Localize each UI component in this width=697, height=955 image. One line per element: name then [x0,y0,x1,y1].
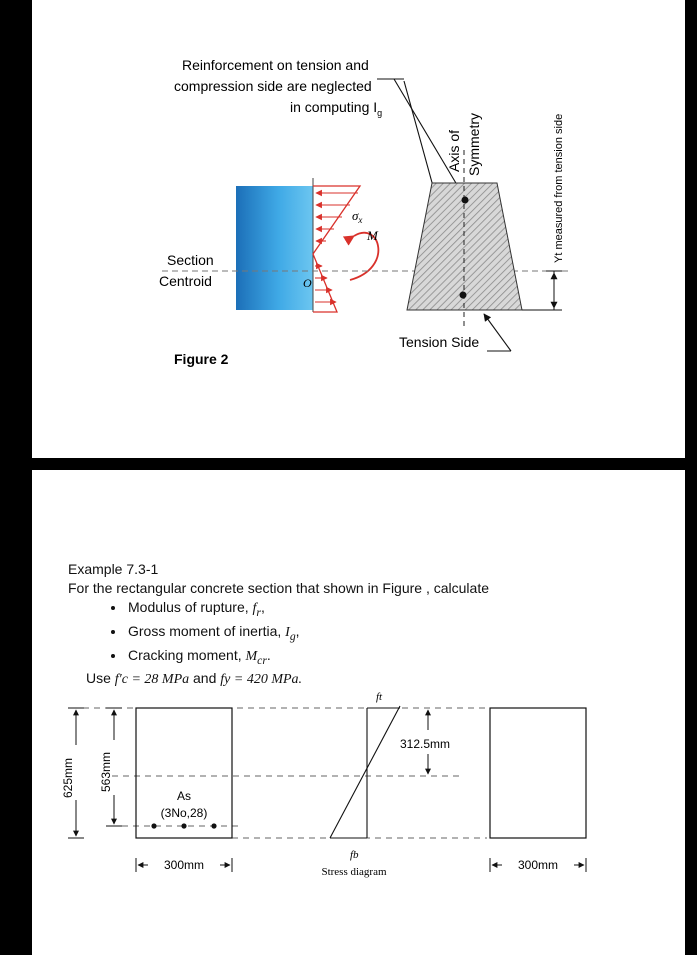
note-line-3: in computing $I_g$ [290,99,383,118]
use-values-line: Use f′c = 28 MPa and fy = 420 MPa. [86,670,303,688]
axis-label-1: Axis of [446,129,462,172]
fb-label: fb [350,849,359,861]
moment-label: M [367,228,378,243]
origin-label: O [303,276,312,290]
rebar-dot [151,823,156,828]
width-right: 300mm [517,858,559,872]
list-item: • Modulus of rupture, $f_r$, [126,598,489,622]
right-section [490,708,586,838]
list-item: • Gross moment of inertia, $I_g$, [126,622,489,646]
axis-label-2: Symmetry [466,113,482,176]
stress-caption: Stress diagram [321,866,387,878]
as-label: As [176,789,192,803]
yt-label: Yt measured from tension side [553,113,565,263]
example-panel [32,470,685,955]
section-label: Section [167,252,214,268]
top-point [462,197,469,204]
figure-2-caption: Figure 2 [174,351,229,367]
tension-side-label: Tension Side [399,334,480,350]
width-left: 300mm [163,858,205,872]
dim-312-5: 312.5mm [400,737,451,751]
rebar-dot [211,823,216,828]
note-line-2: compression side are neglected [174,78,372,94]
dim-563: 563mm [99,751,113,792]
section-diagram [32,470,685,955]
stress-line [330,706,400,838]
figure-2-diagram [32,0,685,458]
sigma-x-label: $\sigma_x$ [352,208,363,225]
rebar-dot [181,823,186,828]
dim-625: 625mm [61,757,75,798]
figure-2-panel [32,0,685,458]
depth-dimensions [68,708,122,838]
tension-pointer [484,314,511,351]
centroid-label: Centroid [159,273,212,289]
bottom-point [460,292,467,299]
note-line-1: Reinforcement on tension and [182,57,369,73]
concrete-section-blue [236,186,313,310]
list-item: • Cracking moment, $M_{cr}$. [126,646,489,670]
example-prompt: For the rectangular concrete section that shown in Figure , calculate [68,580,489,596]
ft-label: ft [376,691,383,703]
guide-lines [72,708,487,838]
bars-label: (3No,28) [160,806,208,820]
example-title: Example 7.3-1 [68,561,159,577]
